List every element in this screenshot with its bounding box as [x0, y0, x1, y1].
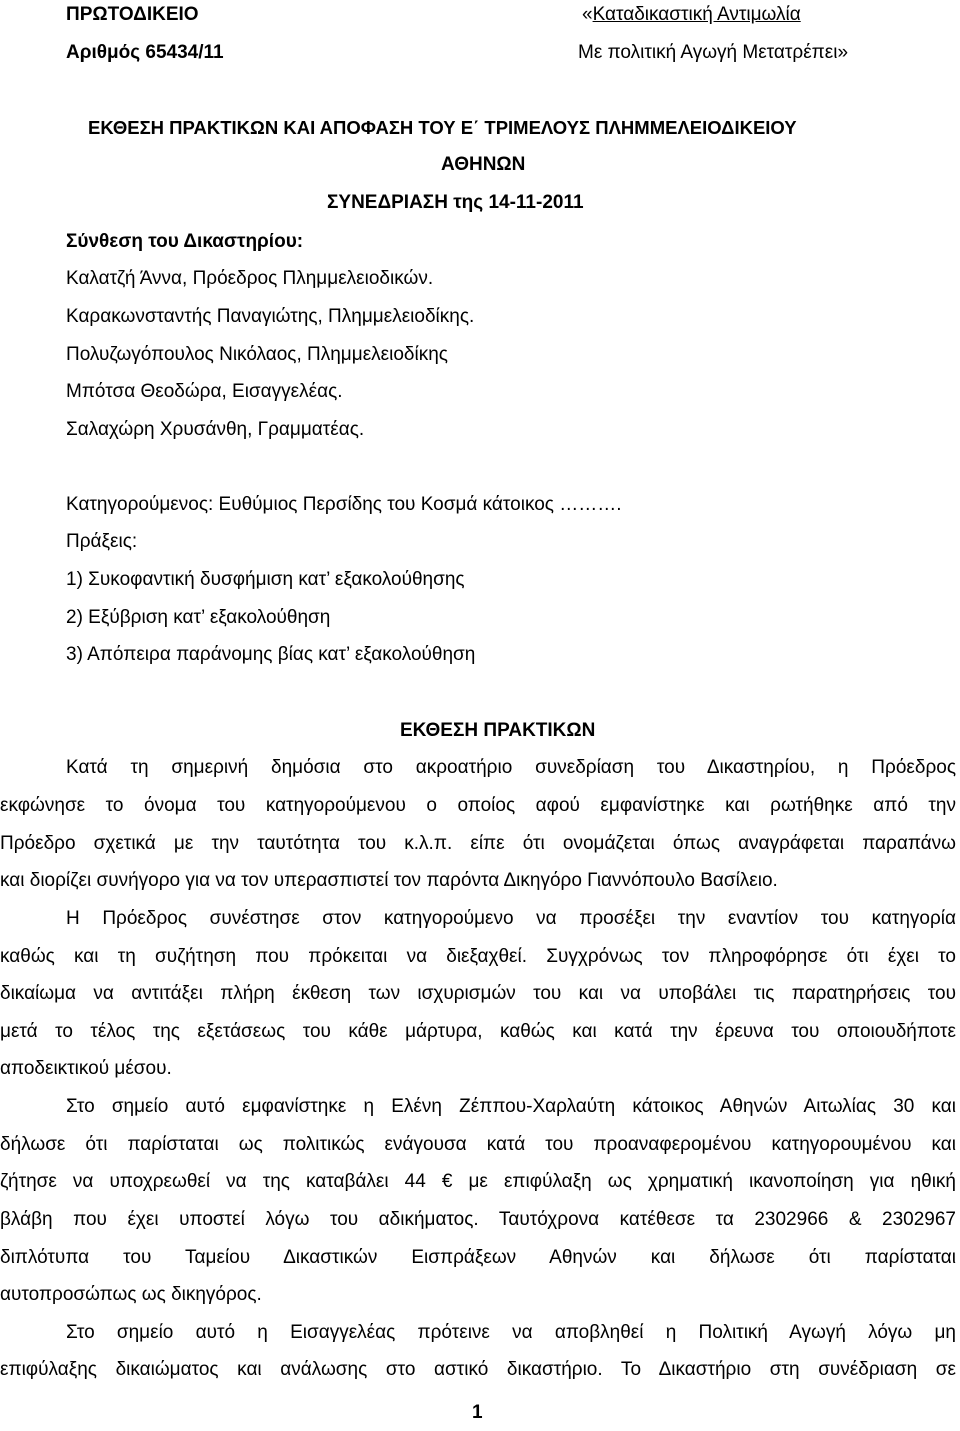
minutes-line: και διορίζει συνήγορο για να τον υπερασπιστεί τον παρόντα Δικηγόρο Γιαννόπουλο Βασίλειο. — [0, 870, 778, 891]
minutes-heading: ΕΚΘΕΣΗ ΠΡΑΚΤΙΚΩΝ — [400, 720, 596, 741]
acts-heading: Πράξεις: — [66, 531, 138, 552]
act-item: 1) Συκοφαντική δυσφήμιση κατ’ εξακολούθησης — [66, 569, 465, 590]
composition-heading: Σύνθεση του Δικαστηρίου: — [66, 231, 304, 252]
minutes-line: διπλότυπα του Ταμείου Δικαστικών Εισπράξεων Αθηνών και δήλωσε ότι παρίσταται — [0, 1247, 956, 1268]
minutes-line: δικαίωμα να αντιτάξει πλήρη έκθεση των ισχυρισμών του και να υποβάλει τις παρατηρήσεις του — [0, 983, 956, 1004]
document-title: ΕΚΘΕΣΗ ΠΡΑΚΤΙΚΩΝ ΚΑΙ ΑΠΟΦΑΣΗ ΤΟΥ Ε΄ ΤΡΙΜΕΛΟΥΣ ΠΛΗΜΜΕΛΕΙΟΔΙΚΕΙΟΥ — [88, 117, 797, 138]
member-line: Μπότσα Θεοδώρα, Εισαγγελέας. — [66, 381, 343, 402]
minutes-line: Στο σημείο αυτό εμφανίστηκε η Ελένη Ζέππου-Χαρλαύτη κάτοικος Αθηνών Αιτωλίας 30 και — [66, 1096, 956, 1117]
member-line: Σαλαχώρη Χρυσάνθη, Γραμματέας. — [66, 419, 365, 440]
minutes-line: εκφώνησε το όνομα του κατηγορούμενου ο οποίος αφού εμφανίστηκε και ρωτήθηκε από την — [0, 795, 956, 816]
member-line: Καρακωνσταντής Παναγιώτης, Πλημμελειοδίκης. — [66, 306, 475, 327]
document-title-city: ΑΘΗΝΩΝ — [441, 154, 526, 175]
session-date: ΣΥΝΕΔΡΙΑΣΗ της 14-11-2011 — [327, 192, 584, 213]
minutes-line: αυτοπροσώπως ως δικηγόρος. — [0, 1284, 262, 1305]
minutes-line: Η Πρόεδρος συνέστησε στον κατηγορούμενο να προσέξει την εναντίον του κατηγορία — [66, 908, 956, 929]
act-item: 2) Εξύβριση κατ’ εξακολούθηση — [66, 607, 331, 628]
case-note-line2: Με πολιτική Αγωγή Μετατρέπει» — [578, 42, 849, 63]
case-note-line1 — [582, 3, 801, 27]
case-number: Αριθμός 65434/11 — [66, 42, 224, 63]
accused-line: Κατηγορούμενος: Ευθύμιος Περσίδης του Κοσμά κάτοικος ………. — [66, 494, 622, 515]
minutes-line: Πρόεδρο σχετικά με την ταυτότητα του κ.λ.π. είπε ότι ονομάζεται όπως αναγράφεται παραπάνω — [0, 833, 956, 854]
minutes-line: Κατά τη σημερινή δημόσια στο ακροατήριο συνεδρίαση του Δικαστηρίου, η Πρόεδρος — [66, 757, 956, 778]
minutes-line: μετά το τέλος της εξετάσεως του κάθε μάρτυρα, καθώς και κατά την έρευνα του οποιουδήποτε — [0, 1021, 956, 1042]
minutes-line: καθώς και τη συζήτηση που πρόκειται να διεξαχθεί. Συγχρόνως τον πληροφόρησε ότι έχει το — [0, 946, 956, 967]
minutes-line: ζήτησε να υποχρεωθεί να της καταβάλει 44 € με επιφύλαξη ως χρηματική ικανοποίηση για ηθική — [0, 1171, 956, 1192]
member-line: Πολυζωγόπουλος Νικόλαος, Πλημμελειοδίκης — [66, 344, 448, 365]
minutes-line: βλάβη που έχει υποστεί λόγω του αδικήματος. Ταυτόχρονα κατέθεσε τα 2302966 & 2302967 — [0, 1209, 956, 1230]
minutes-line: αποδεικτικού μέσου. — [0, 1058, 172, 1079]
case-note-quote: « — [582, 4, 593, 25]
minutes-line: επιφύλαξης δικαιώματος και ανάλωσης στο αστικό δικαστήριο. Το Δικαστήριο στη συνέδριαση σε — [0, 1359, 956, 1380]
member-line: Καλατζή Άννα, Πρόεδρος Πλημμελειοδικών. — [66, 268, 434, 289]
court-name: ΠΡΩΤΟΔΙΚΕΙΟ — [66, 4, 199, 25]
act-item: 3) Απόπειρα παράνομης βίας κατ’ εξακολούθηση — [66, 644, 476, 665]
minutes-line: Στο σημείο αυτό η Εισαγγελέας πρότεινε να αποβληθεί η Πολιτική Αγωγή λόγω μη — [66, 1322, 956, 1343]
case-note-link[interactable]: Καταδικαστική Αντιμωλία — [592, 4, 801, 25]
minutes-line: δήλωσε ότι παρίσταται ως πολιτικώς ενάγουσα κατά του προαναφερομένου κατηγορουμένου και — [0, 1134, 956, 1155]
page-number: 1 — [472, 1402, 483, 1423]
